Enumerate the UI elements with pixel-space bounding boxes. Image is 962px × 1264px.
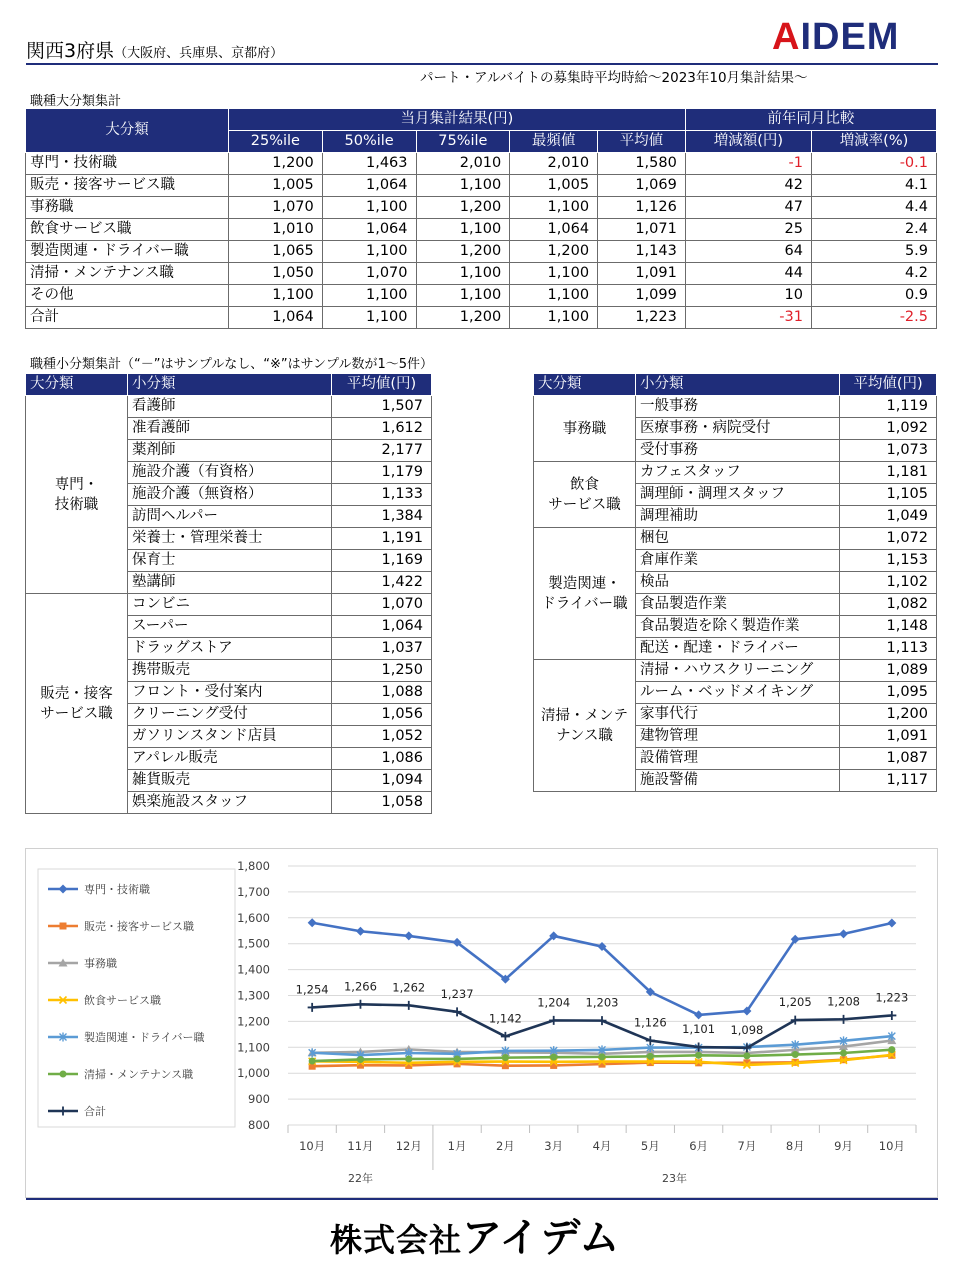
row-value: -31 xyxy=(685,307,811,329)
minor-item-avg: 1,037 xyxy=(332,638,432,660)
row-value: 1,005 xyxy=(510,175,598,197)
data-label: 1,126 xyxy=(633,1015,667,1030)
legend-marker xyxy=(60,1071,67,1078)
minor-item-avg: 1,179 xyxy=(332,462,432,484)
minor-col-avg: 平均値(円) xyxy=(840,374,937,396)
legend-label: 清掃・メンテナンス職 xyxy=(84,1068,194,1081)
data-point xyxy=(839,1015,848,1024)
row-value: 5.9 xyxy=(811,241,936,263)
data-point xyxy=(454,1055,461,1062)
group-category-label: 清掃・メンテ ナンス職 xyxy=(541,707,628,744)
row-value: -1 xyxy=(685,153,811,175)
minor-item-avg: 1,181 xyxy=(840,462,937,484)
data-point xyxy=(599,1053,606,1060)
row-value: 1,099 xyxy=(598,285,686,307)
minor-item-name: カフェスタッフ xyxy=(636,462,840,484)
minor-item-name: 施設介護（無資格） xyxy=(128,484,332,506)
minor-item-avg: 1,056 xyxy=(332,704,432,726)
row-value: 1,200 xyxy=(229,153,323,175)
table-row xyxy=(26,219,937,241)
data-point xyxy=(743,1052,750,1059)
minor-item-avg: 1,105 xyxy=(840,484,937,506)
minor-item-name: 施設介護（有資格） xyxy=(128,462,332,484)
data-label: 1,142 xyxy=(488,1011,522,1026)
minor-item-avg: 1,384 xyxy=(332,506,432,528)
row-value: -0.1 xyxy=(811,153,936,175)
minor-item-name: 施設警備 xyxy=(636,770,840,792)
minor-item-avg: 1,153 xyxy=(840,550,937,572)
minor-item-name: 栄養士・管理栄養士 xyxy=(128,528,332,550)
minor-item-avg: 1,094 xyxy=(332,770,432,792)
table-row xyxy=(26,396,432,418)
row-value: -2.5 xyxy=(811,307,936,329)
minor-col-major: 大分類 xyxy=(534,374,636,396)
legend-label: 販売・接客サービス職 xyxy=(84,920,194,933)
group-category-label: 製造関連・ ドライバー職 xyxy=(541,575,628,612)
minor-item-name: 清掃・ハウスクリーニング xyxy=(636,660,840,682)
row-category: 製造関連・ドライバー職 xyxy=(26,241,229,263)
row-category: 事務職 xyxy=(26,197,229,219)
x-tick-label: 10月 xyxy=(878,1139,905,1153)
data-point xyxy=(792,1051,799,1058)
trend-chart xyxy=(25,848,938,1198)
minor-item-name: ルーム・ベッドメイキング xyxy=(636,682,840,704)
table-row xyxy=(26,197,937,219)
data-label: 1,266 xyxy=(343,979,377,994)
data-point xyxy=(501,1032,510,1041)
minor-item-name: 調理補助 xyxy=(636,506,840,528)
minor-item-name: 検品 xyxy=(636,572,840,594)
report-subtitle: パート・アルバイトの募集時平均時給～2023年10月集計結果～ xyxy=(420,70,808,86)
row-value: 1,580 xyxy=(598,153,686,175)
legend-label: 専門・技術職 xyxy=(84,883,150,896)
group-prev: 前年同月比較 xyxy=(685,109,936,131)
major-category-table xyxy=(25,108,937,329)
minor-item-avg: 1,082 xyxy=(840,594,937,616)
data-point xyxy=(888,1046,895,1053)
table-row xyxy=(26,175,937,197)
minor-item-avg: 1,148 xyxy=(840,616,937,638)
y-tick-label: 1,700 xyxy=(237,884,270,899)
row-value: 1,126 xyxy=(598,197,686,219)
y-tick-label: 800 xyxy=(248,1118,270,1132)
row-value: 1,064 xyxy=(322,175,416,197)
x-tick-label: 1月 xyxy=(447,1139,467,1153)
row-value: 1,100 xyxy=(416,285,510,307)
group-category-label: 専門・ 技術職 xyxy=(54,476,99,513)
data-label: 1,208 xyxy=(827,994,861,1009)
data-point xyxy=(356,1000,365,1009)
minor-item-avg: 1,049 xyxy=(840,506,937,528)
row-value: 1,100 xyxy=(510,285,598,307)
row-value: 1,064 xyxy=(229,307,323,329)
row-value: 1,100 xyxy=(416,175,510,197)
group-category xyxy=(534,660,636,792)
row-value: 2.4 xyxy=(811,219,936,241)
table-row xyxy=(534,528,937,550)
minor-item-name: 医療事務・病院受付 xyxy=(636,418,840,440)
minor-item-avg: 1,119 xyxy=(840,396,937,418)
data-point xyxy=(840,1049,847,1056)
row-value: 1,065 xyxy=(229,241,323,263)
row-category: 販売・接客サービス職 xyxy=(26,175,229,197)
row-value: 1,200 xyxy=(416,197,510,219)
data-label: 1,098 xyxy=(730,1022,764,1037)
minor-item-name: 准看護師 xyxy=(128,418,332,440)
row-value: 1,100 xyxy=(322,307,416,329)
data-point xyxy=(502,1054,509,1061)
group-current: 当月集計結果(円) xyxy=(229,109,686,131)
row-value: 1,091 xyxy=(598,263,686,285)
minor-item-avg: 1,422 xyxy=(332,572,432,594)
row-category: 合計 xyxy=(26,307,229,329)
y-tick-label: 1,800 xyxy=(237,859,270,873)
minor-item-name: 携帯販売 xyxy=(128,660,332,682)
data-point xyxy=(839,929,848,938)
aidem-logo: AIDEM xyxy=(772,16,900,58)
row-value: 1,100 xyxy=(510,263,598,285)
row-value: 1,071 xyxy=(598,219,686,241)
footer-divider xyxy=(26,1198,938,1200)
minor-item-name: 看護師 xyxy=(128,396,332,418)
table-row xyxy=(534,396,937,418)
minor-table-right xyxy=(533,373,937,792)
data-point xyxy=(550,1054,557,1061)
major-section-label: 職種大分類集計 xyxy=(30,94,122,109)
company-name: アイデム xyxy=(462,1215,621,1261)
minor-item-name: 家事代行 xyxy=(636,704,840,726)
row-value: 1,100 xyxy=(416,263,510,285)
minor-table-left xyxy=(25,373,432,814)
row-value: 42 xyxy=(685,175,811,197)
minor-item-avg: 1,058 xyxy=(332,792,432,814)
group-category xyxy=(534,462,636,528)
year-group-label: 22年 xyxy=(347,1172,373,1185)
x-tick-label: 7月 xyxy=(737,1139,757,1153)
y-tick-label: 1,400 xyxy=(237,962,270,977)
y-tick-label: 1,100 xyxy=(237,1040,270,1055)
minor-col-major: 大分類 xyxy=(26,374,128,396)
data-label: 1,203 xyxy=(585,995,619,1010)
table-row xyxy=(26,263,937,285)
y-tick-label: 1,500 xyxy=(237,936,270,951)
row-value: 1,010 xyxy=(229,219,323,241)
group-category-label: 飲食 サービス職 xyxy=(548,476,621,513)
minor-item-name: 設備管理 xyxy=(636,748,840,770)
minor-item-name: フロント・受付案内 xyxy=(128,682,332,704)
major-colhead: 増減額(円) xyxy=(685,131,811,153)
minor-col-minor: 小分類 xyxy=(636,374,840,396)
major-col-category: 大分類 xyxy=(26,109,229,153)
header-divider xyxy=(26,63,938,65)
row-value: 1,064 xyxy=(510,219,598,241)
row-value: 1,064 xyxy=(322,219,416,241)
table-row xyxy=(26,241,937,263)
minor-item-avg: 1,072 xyxy=(840,528,937,550)
minor-item-name: 配送・配達・ドライバー xyxy=(636,638,840,660)
row-category: その他 xyxy=(26,285,229,307)
minor-item-avg: 1,095 xyxy=(840,682,937,704)
major-colhead: 増減率(%) xyxy=(811,131,936,153)
minor-item-name: 倉庫作業 xyxy=(636,550,840,572)
page-title xyxy=(26,36,283,63)
row-category: 清掃・メンテナンス職 xyxy=(26,263,229,285)
major-colhead: 25%ile xyxy=(229,131,323,153)
row-value: 4.2 xyxy=(811,263,936,285)
series-line xyxy=(312,1004,892,1048)
minor-item-avg: 1,507 xyxy=(332,396,432,418)
legend-label: 飲食サービス職 xyxy=(84,994,161,1007)
y-tick-label: 1,000 xyxy=(237,1066,270,1081)
data-point xyxy=(404,1001,413,1010)
row-value: 1,463 xyxy=(322,153,416,175)
group-category-label: 販売・接客 サービス職 xyxy=(40,685,113,722)
row-value: 44 xyxy=(685,263,811,285)
minor-col-avg: 平均値(円) xyxy=(332,374,432,396)
minor-item-name: 調理師・調理スタッフ xyxy=(636,484,840,506)
minor-item-avg: 1,064 xyxy=(332,616,432,638)
minor-item-avg: 1,200 xyxy=(840,704,937,726)
group-category xyxy=(534,528,636,660)
minor-item-name: 建物管理 xyxy=(636,726,840,748)
row-value: 1,200 xyxy=(416,307,510,329)
row-category: 飲食サービス職 xyxy=(26,219,229,241)
minor-item-name: 娯楽施設スタッフ xyxy=(128,792,332,814)
minor-item-name: 塾講師 xyxy=(128,572,332,594)
row-value: 1,070 xyxy=(229,197,323,219)
minor-item-name: 食品製造を除く製造作業 xyxy=(636,616,840,638)
row-value: 1,100 xyxy=(322,285,416,307)
table-row xyxy=(534,660,937,682)
minor-item-avg: 1,073 xyxy=(840,440,937,462)
year-group-label: 23年 xyxy=(661,1172,687,1185)
minor-item-avg: 1,087 xyxy=(840,748,937,770)
table-row xyxy=(26,307,937,329)
minor-item-name: アパレル販売 xyxy=(128,748,332,770)
x-tick-label: 11月 xyxy=(347,1139,374,1153)
row-value: 1,005 xyxy=(229,175,323,197)
row-category: 専門・技術職 xyxy=(26,153,229,175)
row-value: 1,200 xyxy=(510,241,598,263)
minor-item-avg: 1,088 xyxy=(332,682,432,704)
data-point xyxy=(647,1053,654,1060)
minor-item-name: コンビニ xyxy=(128,594,332,616)
y-tick-label: 1,300 xyxy=(237,988,270,1003)
minor-item-avg: 2,177 xyxy=(332,440,432,462)
minor-item-name: スーパー xyxy=(128,616,332,638)
group-category-label: 事務職 xyxy=(562,420,607,437)
minor-item-avg: 1,250 xyxy=(332,660,432,682)
minor-item-name: 雑貨販売 xyxy=(128,770,332,792)
table-row xyxy=(534,462,937,484)
data-point xyxy=(357,1056,364,1063)
data-label: 1,204 xyxy=(537,995,571,1010)
legend-label: 合計 xyxy=(84,1105,106,1118)
minor-item-name: クリーニング受付 xyxy=(128,704,332,726)
data-point xyxy=(549,1016,558,1025)
data-point xyxy=(356,927,365,936)
minor-item-avg: 1,191 xyxy=(332,528,432,550)
data-point xyxy=(308,918,317,927)
minor-item-name: 薬剤師 xyxy=(128,440,332,462)
minor-item-name: 受付事務 xyxy=(636,440,840,462)
minor-item-avg: 1,612 xyxy=(332,418,432,440)
data-point xyxy=(308,1003,317,1012)
major-colhead: 最頻値 xyxy=(510,131,598,153)
x-tick-label: 3月 xyxy=(544,1139,564,1153)
minor-item-avg: 1,113 xyxy=(840,638,937,660)
row-value: 1,200 xyxy=(416,241,510,263)
x-tick-label: 10月 xyxy=(299,1139,326,1153)
data-point xyxy=(887,918,896,927)
trend-chart-svg xyxy=(26,849,937,1197)
minor-item-name: 一般事務 xyxy=(636,396,840,418)
minor-item-avg: 1,102 xyxy=(840,572,937,594)
data-point xyxy=(598,1016,607,1025)
minor-col-minor: 小分類 xyxy=(128,374,332,396)
major-colhead: 平均値 xyxy=(598,131,686,153)
data-label: 1,237 xyxy=(440,986,474,1001)
row-value: 10 xyxy=(685,285,811,307)
footer-company-name xyxy=(330,1206,620,1263)
data-point xyxy=(695,1052,702,1059)
table-row xyxy=(26,285,937,307)
minor-item-avg: 1,092 xyxy=(840,418,937,440)
x-tick-label: 12月 xyxy=(395,1139,422,1153)
row-value: 1,223 xyxy=(598,307,686,329)
row-value: 2,010 xyxy=(510,153,598,175)
page-title-main: 関西3府県 xyxy=(26,40,115,62)
x-tick-label: 5月 xyxy=(640,1139,660,1153)
group-category xyxy=(26,396,128,594)
company-prefix: 株式会社 xyxy=(330,1221,463,1259)
x-tick-label: 6月 xyxy=(689,1139,709,1153)
table-row xyxy=(26,153,937,175)
major-colhead: 50%ile xyxy=(322,131,416,153)
data-label: 1,101 xyxy=(682,1022,716,1037)
page-title-sub: （大阪府、兵庫県、京都府） xyxy=(114,46,284,61)
x-tick-label: 4月 xyxy=(592,1139,612,1153)
minor-item-name: ドラッグストア xyxy=(128,638,332,660)
row-value: 1,143 xyxy=(598,241,686,263)
minor-item-name: 保育士 xyxy=(128,550,332,572)
y-tick-label: 1,600 xyxy=(237,910,270,925)
data-point xyxy=(309,1058,316,1065)
legend-label: 事務職 xyxy=(84,957,117,970)
data-point xyxy=(453,1007,462,1016)
minor-item-name: 梱包 xyxy=(636,528,840,550)
minor-item-name: ガソリンスタンド店員 xyxy=(128,726,332,748)
row-value: 4.4 xyxy=(811,197,936,219)
data-label: 1,223 xyxy=(875,990,909,1005)
row-value: 25 xyxy=(685,219,811,241)
row-value: 4.1 xyxy=(811,175,936,197)
row-value: 1,050 xyxy=(229,263,323,285)
row-value: 1,069 xyxy=(598,175,686,197)
row-value: 1,100 xyxy=(510,197,598,219)
data-point xyxy=(405,1055,412,1062)
minor-section-label: 職種小分類集計（“－”はサンプルなし、“※”はサンプル数が1～5件） xyxy=(30,357,434,372)
data-label: 1,254 xyxy=(295,982,329,997)
minor-item-avg: 1,117 xyxy=(840,770,937,792)
row-value: 1,100 xyxy=(416,219,510,241)
data-label: 1,205 xyxy=(778,995,812,1010)
minor-item-avg: 1,089 xyxy=(840,660,937,682)
minor-item-avg: 1,091 xyxy=(840,726,937,748)
row-value: 0.9 xyxy=(811,285,936,307)
x-tick-label: 8月 xyxy=(785,1139,805,1153)
legend-marker xyxy=(60,923,67,930)
y-tick-label: 1,200 xyxy=(237,1014,270,1029)
minor-item-name: 訪問ヘルパー xyxy=(128,506,332,528)
table-row xyxy=(26,594,432,616)
minor-item-avg: 1,133 xyxy=(332,484,432,506)
row-value: 1,100 xyxy=(510,307,598,329)
legend-label: 製造関連・ドライバー職 xyxy=(84,1031,205,1044)
minor-item-avg: 1,086 xyxy=(332,748,432,770)
minor-item-name: 食品製造作業 xyxy=(636,594,840,616)
minor-item-avg: 1,052 xyxy=(332,726,432,748)
row-value: 1,100 xyxy=(322,197,416,219)
row-value: 1,100 xyxy=(322,241,416,263)
data-point xyxy=(404,931,413,940)
x-tick-label: 2月 xyxy=(495,1139,515,1153)
data-point xyxy=(694,1010,703,1019)
group-category xyxy=(534,396,636,462)
minor-item-avg: 1,169 xyxy=(332,550,432,572)
row-value: 2,010 xyxy=(416,153,510,175)
x-tick-label: 9月 xyxy=(834,1139,853,1153)
group-category xyxy=(26,594,128,814)
row-value: 64 xyxy=(685,241,811,263)
data-label: 1,262 xyxy=(392,980,426,995)
row-value: 1,100 xyxy=(229,285,323,307)
row-value: 47 xyxy=(685,197,811,219)
row-value: 1,070 xyxy=(322,263,416,285)
data-point xyxy=(887,1011,896,1020)
minor-item-avg: 1,070 xyxy=(332,594,432,616)
major-colhead: 75%ile xyxy=(416,131,510,153)
y-tick-label: 900 xyxy=(248,1092,270,1107)
